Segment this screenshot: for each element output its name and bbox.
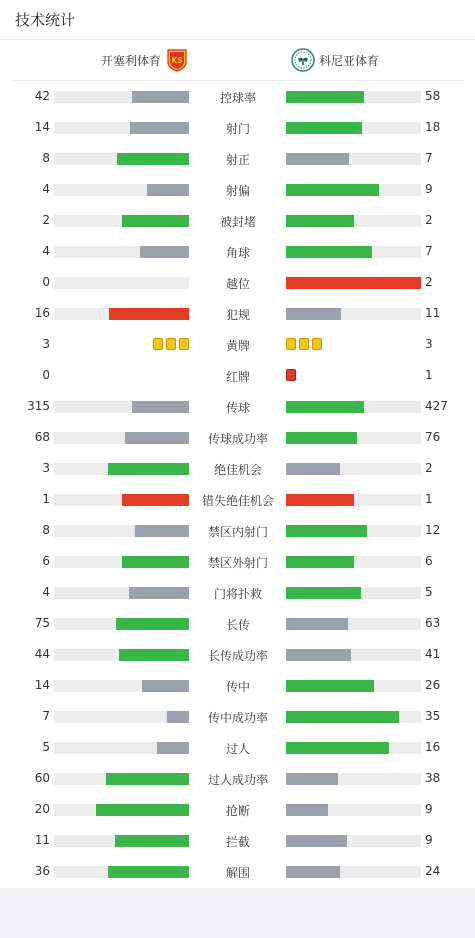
stat-label: 错失绝佳机会 [201,494,274,508]
home-value: 14 [34,678,50,692]
home-value: 315 [27,399,50,413]
home-bar-fill [122,494,190,506]
away-bar-fill [286,494,354,506]
away-value: 2 [425,213,433,227]
stat-label: 射正 [225,153,250,167]
away-bar-fill [286,401,364,413]
away-value: 26 [425,678,441,692]
stat-row [0,205,475,236]
away-value: 9 [425,833,433,847]
away-bar-track [286,587,421,599]
home-bar-fill [115,835,189,847]
away-bar-track [286,277,421,289]
home-bar-track [54,246,189,258]
away-value: 11 [425,306,441,320]
stat-row [0,174,475,205]
away-bar-track [286,494,421,506]
stat-row [0,360,475,391]
away-bar-fill [286,649,351,661]
home-bar-fill [96,804,189,816]
away-bar-fill [286,91,364,103]
home-bar-fill [157,742,189,754]
away-value: 16 [425,740,441,754]
away-bar-track [286,308,421,320]
stat-label: 长传 [225,618,250,632]
away-value: 9 [425,182,433,196]
away-value: 9 [425,802,433,816]
stat-row [0,825,475,856]
away-bar-track [286,91,421,103]
away-bar-track [286,773,421,785]
home-bar-track [54,277,189,289]
home-value: 8 [42,523,50,537]
away-bar-fill [286,184,379,196]
away-bar-track [286,804,421,816]
away-bar-fill [286,742,389,754]
home-value: 16 [34,306,50,320]
home-value: 8 [42,151,50,165]
stat-label: 禁区内射门 [207,525,268,539]
away-bar-track [286,525,421,537]
away-bar-fill [286,308,341,320]
stat-label: 拦截 [225,835,250,849]
home-bar-track [54,587,189,599]
home-bar-fill [116,618,189,630]
konyaspor-logo-icon [291,48,315,72]
stat-row [0,856,475,887]
stat-label: 解围 [225,866,250,880]
away-bar-fill [286,680,374,692]
home-value: 14 [34,120,50,134]
away-bar-track [286,866,421,878]
stat-label: 过人成功率 [207,773,268,787]
home-value: 2 [42,213,50,227]
home-bar-fill [132,91,189,103]
home-team-name: 开塞利体育 [100,53,161,68]
away-bar-fill [286,835,347,847]
stat-row [0,422,475,453]
away-value: 3 [425,337,433,351]
away-bar-fill [286,122,362,134]
stat-label: 抢断 [225,804,250,818]
home-value: 4 [42,585,50,599]
home-bar-track [54,773,189,785]
away-value: 7 [425,244,433,258]
stat-label: 禁区外射门 [207,556,268,570]
home-value: 44 [34,647,50,661]
away-bar-track [286,835,421,847]
home-bar-fill [140,246,189,258]
home-value: 1 [42,492,50,506]
stat-label: 犯规 [225,308,250,322]
home-bar-track [54,835,189,847]
home-bar-track [54,711,189,723]
stat-row [0,329,475,360]
stat-label: 角球 [225,246,250,260]
away-value: 7 [425,151,433,165]
yellow-card-icon [312,338,322,350]
home-bar-fill [167,711,190,723]
stat-label: 红牌 [225,370,250,384]
stat-row [0,763,475,794]
home-bar-fill [129,587,189,599]
away-bar-track [286,742,421,754]
home-bar-fill [135,525,189,537]
away-value: 38 [425,771,441,785]
away-bar-track [286,153,421,165]
home-bar-track [54,494,189,506]
away-value: 1 [425,368,433,382]
away-value: 76 [425,430,441,444]
away-value: 5 [425,585,433,599]
stat-label: 射门 [225,122,250,136]
home-value: 3 [42,461,50,475]
home-bar-fill [109,308,189,320]
red-card-icon [286,369,296,381]
home-bar-track [54,308,189,320]
away-bar-fill [286,556,354,568]
away-value: 427 [425,399,448,413]
away-value: 2 [425,275,433,289]
home-value: 3 [42,337,50,351]
home-bar-track [54,122,189,134]
away-bar-fill [286,432,357,444]
away-team[interactable] [291,48,379,72]
away-bar-track [286,401,421,413]
yellow-card-icon [166,338,176,350]
home-value: 6 [42,554,50,568]
yellow-card-icon [179,338,189,350]
home-bar-track [54,91,189,103]
away-bar-track [286,711,421,723]
stat-row [0,143,475,174]
away-team-name: 科尼亚体育 [319,53,380,68]
stat-row [0,453,475,484]
home-value: 36 [34,864,50,878]
home-bar-track [54,556,189,568]
home-value: 4 [42,244,50,258]
home-value: 5 [42,740,50,754]
stat-row [0,391,475,422]
away-bar-track [286,215,421,227]
home-bar-fill [106,773,189,785]
home-bar-track [54,649,189,661]
home-bar-track [54,215,189,227]
away-bar-track [286,122,421,134]
stat-label: 被封堵 [219,215,256,229]
page-title: 技术统计 [0,0,475,40]
stat-row [0,639,475,670]
home-value: 60 [34,771,50,785]
home-value: 20 [34,802,50,816]
away-bar-track [286,463,421,475]
stat-label: 门将扑救 [213,587,262,601]
home-bar-fill [147,184,189,196]
away-value: 12 [425,523,441,537]
home-bar-track [54,525,189,537]
stat-row [0,236,475,267]
yellow-card-icon [153,338,163,350]
home-bar-fill [122,215,190,227]
stat-label: 越位 [225,277,250,291]
stat-row [0,577,475,608]
stat-row [0,484,475,515]
away-bar-track [286,556,421,568]
away-value: 35 [425,709,441,723]
stat-row [0,81,475,112]
away-bar-fill [286,866,340,878]
stat-label: 传球成功率 [207,432,268,446]
stat-label: 控球率 [219,91,256,105]
stat-row [0,546,475,577]
home-bar-track [54,866,189,878]
away-bar-fill [286,804,328,816]
away-cards [286,369,296,381]
home-bar-fill [125,432,189,444]
stat-label: 黄牌 [225,339,250,353]
away-bar-track [286,649,421,661]
away-value: 24 [425,864,441,878]
away-value: 63 [425,616,441,630]
stat-row [0,701,475,732]
away-bar-fill [286,463,340,475]
home-value: 0 [42,275,50,289]
stat-label: 传球 [225,401,250,415]
home-bar-fill [130,122,189,134]
away-bar-track [286,246,421,258]
home-value: 42 [34,89,50,103]
stat-row [0,298,475,329]
away-bar-track [286,432,421,444]
home-value: 68 [34,430,50,444]
away-value: 41 [425,647,441,661]
away-bar-track [286,680,421,692]
home-team[interactable] [101,48,189,72]
stat-label: 传中 [225,680,250,694]
stat-row [0,794,475,825]
kayserispor-logo-icon [165,48,189,72]
home-bar-fill [142,680,189,692]
stats-list [0,81,475,887]
away-bar-fill [286,246,372,258]
stat-row [0,112,475,143]
stat-row [0,670,475,701]
home-bar-fill [132,401,189,413]
home-bar-track [54,742,189,754]
stat-row [0,267,475,298]
away-cards [286,338,322,350]
away-bar-fill [286,525,367,537]
away-value: 58 [425,89,441,103]
away-bar-fill [286,215,354,227]
yellow-card-icon [299,338,309,350]
home-bar-track [54,804,189,816]
away-bar-fill [286,153,349,165]
stat-row [0,515,475,546]
away-bar-fill [286,773,338,785]
stat-label: 绝佳机会 [213,463,262,477]
home-bar-fill [108,866,189,878]
home-bar-track [54,432,189,444]
home-bar-track [54,153,189,165]
home-value: 4 [42,182,50,196]
away-bar-fill [286,711,399,723]
home-bar-fill [117,153,189,165]
stat-row [0,732,475,763]
home-value: 0 [42,368,50,382]
home-bar-fill [108,463,189,475]
home-value: 7 [42,709,50,723]
home-bar-track [54,680,189,692]
away-bar-track [286,184,421,196]
home-bar-track [54,618,189,630]
away-value: 2 [425,461,433,475]
away-value: 1 [425,492,433,506]
away-bar-fill [286,618,348,630]
stat-label: 传中成功率 [207,711,268,725]
away-bar-fill [286,277,421,289]
stat-label: 射偏 [225,184,250,198]
home-bar-fill [122,556,190,568]
teams-header [10,40,465,81]
stat-label: 过人 [225,742,250,756]
home-bar-track [54,184,189,196]
away-value: 18 [425,120,441,134]
away-bar-track [286,618,421,630]
away-value: 6 [425,554,433,568]
stat-row [0,608,475,639]
yellow-card-icon [286,338,296,350]
home-cards [153,338,189,350]
stat-label: 长传成功率 [207,649,268,663]
svg-text:KS: KS [171,56,183,65]
home-value: 11 [34,833,50,847]
away-bar-fill [286,587,361,599]
home-bar-track [54,401,189,413]
home-bar-track [54,463,189,475]
home-value: 75 [34,616,50,630]
home-bar-fill [119,649,189,661]
